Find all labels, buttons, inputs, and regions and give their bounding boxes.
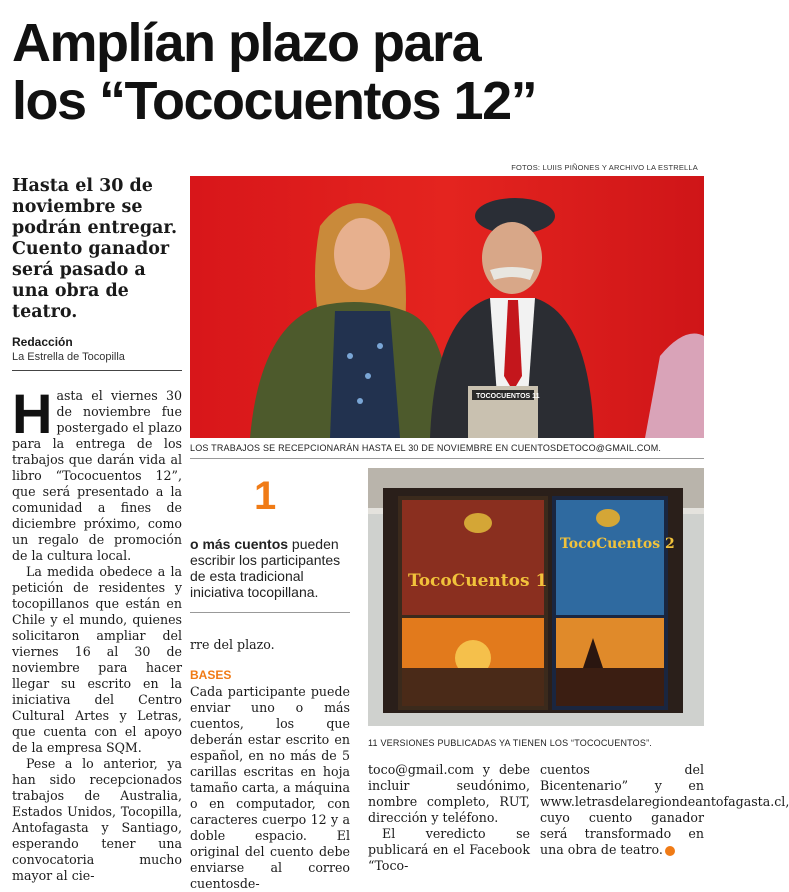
paragraph-1 xyxy=(12,382,182,564)
pullquote xyxy=(190,536,350,600)
photo-presentation xyxy=(190,176,704,438)
headline xyxy=(12,14,702,130)
photo-posters-caption: 11 VERSIONES PUBLICADAS YA TIENEN LOS “TOCOCUENTOS”. xyxy=(368,738,652,748)
photo-posters-image xyxy=(368,468,704,726)
paragraph-7-text: cuentos del Bicentenario” y en www.letrasdelaregiondeantofagasta.cl, cuyo cuento ganador será transformado en una obra de teatro. xyxy=(540,762,789,857)
pullquote-text: pueden escribir los participantes de esta tradicional iniciativa tocopillana. xyxy=(190,536,341,600)
pullquote-divider xyxy=(190,612,350,613)
book-cover-title: TOCOCUENTOS 11 xyxy=(476,393,540,400)
photo-presentation-caption: LOS TRABAJOS SE RECEPCIONARÁN HASTA EL 30 DE NOVIEMBRE EN CUENTOSDETOCO@GMAIL.COM. xyxy=(190,443,662,453)
paragraph-4: Cada participante puede enviar uno o más cuentos, los que deberán estar escrito en español, en no más de 5 carillas escritas en hoja tamaño carta, a máquina o en computador, con caracteres cuerpo 12 y a doble espacio. El original del cuento debe enviarse al correo cuentosde- xyxy=(190,684,350,891)
paragraph-7 xyxy=(540,762,789,858)
pullquote-number: 1 xyxy=(254,474,277,518)
paragraph-1-text: asta el viernes 30 de noviembre fue postergado el plazo para la entrega de los trabajos que darán vida al libro “Tococuentos 12”, que será presentado a la comunidad a fines de diciembre próximo, como un regalo de promoción de la cultura local. xyxy=(12,388,182,563)
byline-organization: La Estrella de Tocopilla xyxy=(12,351,125,363)
headline-line-2: los “Tococuentos 12” xyxy=(12,71,537,131)
end-mark-icon xyxy=(665,846,675,856)
photo-credit: FOTOS: LUIIS PIÑONES Y ARCHIVO LA ESTRELLA xyxy=(511,163,698,172)
poster-2-title: TocoCuentos 2 xyxy=(560,536,675,552)
section-label-bases: BASES xyxy=(190,668,232,682)
deck: Hasta el 30 de noviembre se podrán entregar. Cuento ganador será pasado a una obra de teatro. xyxy=(12,176,178,322)
headline-line-1: Amplían plazo para xyxy=(12,13,481,73)
paragraph-5: toco@gmail.com y debe incluir seudónimo, nombre completo, RUT, dirección y teléfono. xyxy=(368,762,530,825)
byline-name: Redacción xyxy=(12,335,73,349)
body-column-1 xyxy=(12,382,182,884)
photo-presentation-image xyxy=(190,176,704,438)
body-column-4 xyxy=(540,762,789,858)
paragraph-3-continued: rre del plazo. xyxy=(190,637,275,652)
caption-divider xyxy=(190,458,704,459)
poster-1-title: TocoCuentos 1 xyxy=(408,571,548,591)
photo-posters xyxy=(368,468,704,726)
paragraph-2: La medida obedece a la petición de residentes y tocopillanos que están en Chile y el mundo, quienes solicitaron ampliar del viernes 16 al 30 de noviembre para hacer llegar su escrito en la iniciativa del Centro Cultural Artes y Letras, que cuenta con el apoyo de la empresa SQM. xyxy=(12,564,182,755)
body-column-3 xyxy=(368,762,530,874)
byline-divider xyxy=(12,370,182,371)
paragraph-3: Pese a lo anterior, ya han sido recepcionados trabajos de Australia, Estados Unidos, Tocopilla, Antofagasta y Santiago, esperando tener una convocatoria mucho mayor al cie- xyxy=(12,756,182,883)
paragraph-6: El veredicto se publicará en el Facebook “Toco- xyxy=(368,826,530,873)
pullquote-bold: o más cuentos xyxy=(190,536,289,552)
drop-cap: H xyxy=(12,382,53,445)
